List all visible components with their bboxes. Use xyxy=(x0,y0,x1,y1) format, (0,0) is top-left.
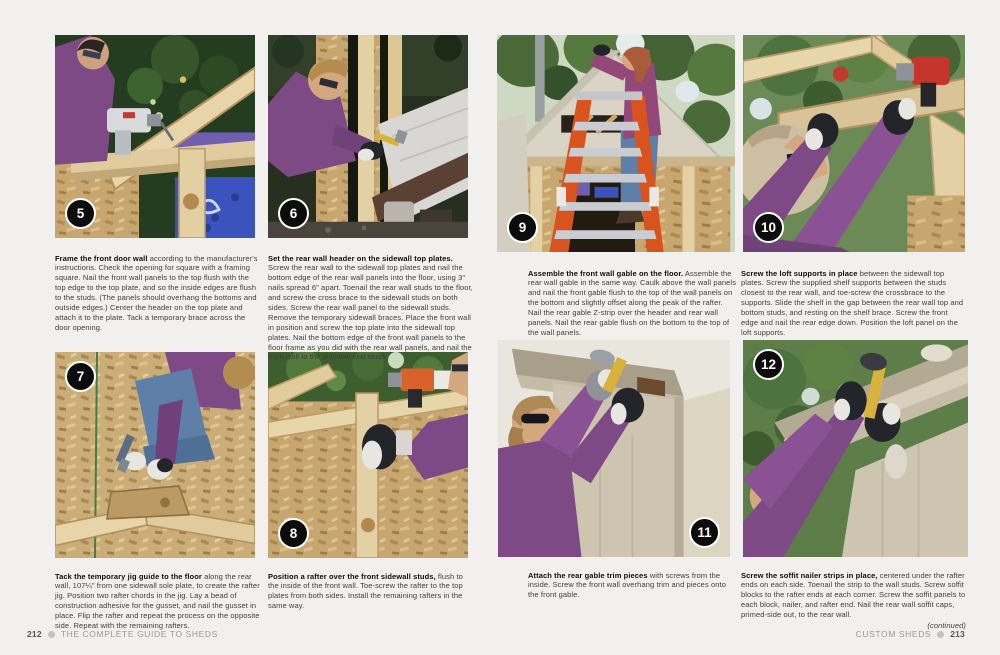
caption-step-6 xyxy=(268,254,474,363)
caption-step-11 xyxy=(528,571,738,601)
photo-step-9 xyxy=(497,35,735,252)
step-badge-7: 7 xyxy=(65,361,96,392)
caption-step-12 xyxy=(741,571,966,631)
footer-right xyxy=(856,629,965,639)
photo-step-6 xyxy=(268,35,468,238)
caption-step-5 xyxy=(55,254,261,333)
step-badge-11: 11 xyxy=(689,517,720,548)
photo-step-10 xyxy=(743,35,965,252)
photo-step-8 xyxy=(268,352,468,558)
caption-lead: Assemble the front wall gable on the floor. xyxy=(528,268,684,278)
footer-bullet-icon xyxy=(48,631,55,638)
step-badge-12: 12 xyxy=(753,349,784,380)
caption-text: according to the manufacturer's instructions. Check the opening for square with a framing square. Nail the front wall panels to the top flush with the top edge to the top plate, and so the inside edges are flush to the studs. (The panels should overhang the bottoms and outside edges.) Center the header on the top plate and attach it to the plate. Tack a temporary brace across the door opening. xyxy=(55,253,258,332)
step-badge-9: 9 xyxy=(507,212,538,243)
caption-text: along the rear wall, 107¼" from one sidewall sole plate, to create the rafter jig. Position two rafter chords in the jig. Lay a bead of construction adhesive for the gusset, and nail the gusset in place. Flip the rafter and repeat the process on the opposite side. Repeat with the remaining rafters. xyxy=(55,571,260,630)
caption-lead: Screw the soffit nailer strips in place, xyxy=(741,570,878,580)
caption-lead: Frame the front door wall xyxy=(55,253,148,263)
caption-step-9 xyxy=(528,269,738,338)
caption-lead: Tack the temporary jig guide to the floor xyxy=(55,571,202,581)
continued-note: (continued) xyxy=(927,620,966,630)
chapter-title: CUSTOM SHEDS xyxy=(855,629,932,639)
photo-step-7 xyxy=(55,352,255,558)
caption-text: flush to the inside of the front wall. Toe-screw the rafter to the top plates from both sides. Install the remaining rafters in the same way. xyxy=(268,571,463,611)
caption-lead: Position a rafter over the front sidewall studs, xyxy=(268,571,436,581)
step-badge-10: 10 xyxy=(753,212,784,243)
caption-step-10 xyxy=(741,269,965,338)
step-badge-5: 5 xyxy=(65,198,96,229)
footer-bullet-icon xyxy=(937,631,944,638)
page-number-left: 212 xyxy=(27,629,42,639)
photo-step-5 xyxy=(55,35,255,238)
caption-lead: Attach the rear gable trim pieces xyxy=(528,570,648,580)
photo-step-12 xyxy=(743,340,968,557)
caption-text: between the sidewall top plates. Screw the supplied shelf supports between the studs closest to the rear wall, and toe-screw the crossbrace to the supports. Slide the shelf in the gap between the rear wall top and bottom studs, and resting on the shelf brace. Screw the front edge and nail the rear edge down. Position the loft panel on the loft supports. xyxy=(741,268,964,337)
photo-step-11 xyxy=(498,340,730,557)
step-badge-8: 8 xyxy=(278,518,309,549)
page-number-right: 213 xyxy=(950,629,965,639)
caption-step-8 xyxy=(268,572,474,612)
caption-text: Screw the rear wall to the sidewall top plates and nail the bottom edge of the rear wall panels into the floor, using 3" nails spread 6" apart. Toenail the rear wall studs to the floor, and screw the cross brace to the sidewall studs on both sides. Screw the rear wall panel to the sidewall studs. Remove the temporary sidewall braces. Place the front wall in position and screw the top plate into the sidewall top plates. Nail the bottom edge of the front wall panels to the floor frame as you did with the rear wall panels, and nail the front wall to the sidewall end studs. xyxy=(268,263,473,362)
caption-lead: Screw the loft supports in place xyxy=(741,268,858,278)
caption-text: Assemble the rear wall gable in the same way. Caulk above the wall panels and nail the front gable flush to the top of the wall panels on the bottom and slightly offset along the peak of the rafter. Nail the rear gable Z-strip over the header and rear wall panels. Nail the rear gable flush on the bottom to the top of the wall panels. xyxy=(528,268,737,337)
caption-step-7 xyxy=(55,572,261,631)
book-title: THE COMPLETE GUIDE TO SHEDS xyxy=(60,629,218,639)
step-badge-6: 6 xyxy=(278,198,309,229)
caption-lead: Set the rear wall header on the sidewall top plates. xyxy=(268,253,453,263)
footer-left xyxy=(27,629,218,639)
caption-text: centered under the rafter ends on each side. Toenail the strip to the wall studs. Screw soffit blocks to the rafter ends at each corner. Screw the soffit panels to each block, nailer, and rafter end. Nail the rear wall soffit caps, primed-side out, to the rear wall. xyxy=(741,570,966,620)
caption-text: with screws from the inside. Screw the front wall overhang trim and pieces onto the front gable. xyxy=(528,570,726,600)
